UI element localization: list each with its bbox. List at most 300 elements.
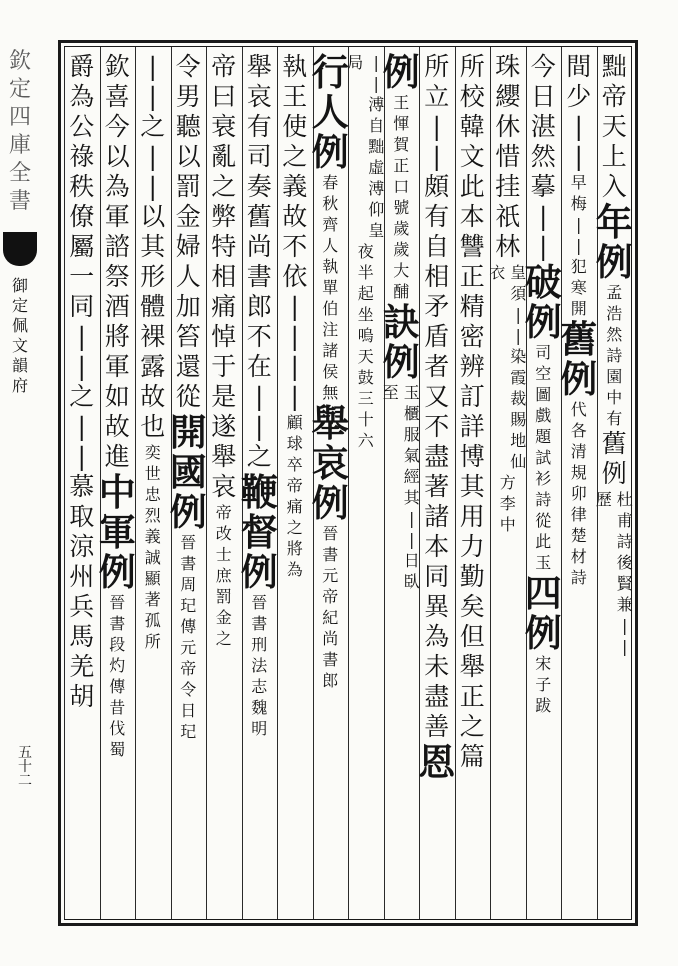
margin-char: 佩 — [11, 316, 28, 335]
glyph: 日 — [403, 551, 420, 570]
glyph: 胡 — [69, 682, 95, 711]
glyph: 祇 — [495, 202, 521, 231]
annotation — [604, 282, 624, 429]
margin-char: 十 — [18, 759, 32, 775]
glyph: | — [515, 305, 521, 324]
glyph: 材 — [570, 547, 587, 566]
glyph: 為 — [69, 82, 95, 111]
glyph: 休 — [495, 112, 521, 141]
glyph: 孟 — [606, 283, 623, 302]
glyph: 文 — [459, 142, 485, 171]
glyph: 令 — [180, 680, 197, 699]
glyph: 中 — [98, 470, 136, 514]
glyph: 誠 — [144, 548, 161, 567]
glyph: 例 — [311, 481, 349, 525]
glyph: 四 — [524, 571, 562, 615]
glyph: 也 — [140, 412, 166, 441]
glyph: 盡 — [424, 442, 450, 471]
glyph: | — [373, 74, 379, 93]
text-segment — [67, 472, 97, 712]
glyph: 夜 — [357, 242, 374, 261]
glyph: 跋 — [535, 696, 552, 715]
glyph: 但 — [459, 622, 485, 651]
glyph: 世 — [144, 464, 161, 483]
glyph: 半 — [357, 263, 374, 282]
glyph: 例 — [560, 357, 598, 401]
glyph: 刑 — [251, 635, 268, 654]
glyph: 杜 — [616, 490, 633, 509]
glyph: 各 — [570, 421, 587, 440]
glyph: 例 — [524, 300, 562, 344]
glyph: 金 — [215, 608, 232, 627]
glyph: 魏 — [251, 698, 268, 717]
glyph: 珠 — [495, 52, 521, 81]
glyph: 今 — [530, 52, 556, 81]
glyph: 書 — [246, 262, 272, 291]
glyph: 然 — [530, 142, 556, 171]
glyph: 十 — [357, 410, 374, 429]
glyph: 單 — [322, 278, 339, 297]
glyph: 罰 — [215, 587, 232, 606]
glyph: 仰 — [368, 200, 385, 219]
glyph: 傳 — [109, 677, 126, 696]
glyph: 郎 — [246, 292, 272, 321]
glyph: 自 — [424, 232, 450, 261]
glyph: 義 — [144, 527, 161, 546]
text-segment — [457, 52, 487, 772]
glyph: 歲 — [393, 240, 410, 259]
glyph: 精 — [459, 292, 485, 321]
glyph: 涼 — [69, 532, 95, 561]
margin-char: 文 — [11, 336, 28, 355]
glyph: 傳 — [180, 617, 197, 636]
glyph: 執 — [322, 257, 339, 276]
annotation — [391, 92, 411, 302]
text-segment — [599, 429, 629, 489]
glyph: 鞭 — [240, 470, 278, 514]
glyph: 李 — [499, 494, 516, 513]
annotation — [320, 172, 340, 403]
text-segment — [209, 52, 239, 502]
glyph: 溥 — [368, 95, 385, 114]
glyph: 執 — [282, 52, 308, 81]
glyph: 于 — [211, 352, 237, 381]
glyph: 喜 — [104, 82, 130, 111]
glyph: 須 — [510, 284, 527, 303]
glyph: 在 — [246, 352, 272, 381]
glyph: 上 — [601, 142, 627, 171]
glyph: 球 — [286, 434, 303, 453]
margin-book-title — [12, 276, 28, 396]
glyph: 臥 — [403, 572, 420, 591]
glyph: 如 — [104, 382, 130, 411]
glyph: 為 — [424, 622, 450, 651]
glyph: | — [148, 52, 157, 81]
glyph: 少 — [566, 82, 592, 111]
glyph: | — [539, 202, 548, 231]
glyph: 依 — [282, 262, 308, 291]
glyph: 黜 — [368, 137, 385, 156]
glyph: 帝 — [180, 659, 197, 678]
glyph: 還 — [175, 352, 201, 381]
glyph: 明 — [251, 719, 268, 738]
glyph: 段 — [109, 635, 126, 654]
glyph: 之 — [286, 518, 303, 537]
glyph: 馬 — [69, 622, 95, 651]
glyph: 訂 — [459, 382, 485, 411]
annotation — [569, 172, 589, 256]
glyph: 士 — [215, 545, 232, 564]
glyph: | — [290, 382, 299, 411]
text-segment — [564, 52, 594, 172]
glyph: 歷 — [595, 490, 612, 509]
glyph: 林 — [495, 232, 521, 261]
glyph: 國 — [169, 450, 207, 494]
glyph: 諸 — [424, 502, 450, 531]
glyph: 起 — [357, 284, 374, 303]
glyph: 盾 — [424, 322, 450, 351]
glyph: 酒 — [104, 292, 130, 321]
glyph: 以 — [104, 142, 130, 171]
glyph: 六 — [357, 431, 374, 450]
glyph: 一 — [69, 262, 95, 291]
glyph: 玉 — [403, 383, 420, 402]
glyph: 兼 — [616, 595, 633, 614]
glyph: 例 — [240, 550, 278, 594]
glyph: 經 — [403, 467, 420, 486]
glyph: 例 — [601, 459, 627, 488]
glyph: 讐 — [459, 232, 485, 261]
glyph: 悼 — [211, 322, 237, 351]
glyph: 題 — [535, 427, 552, 446]
glyph: 元 — [180, 638, 197, 657]
glyph: 舉 — [311, 401, 349, 445]
glyph: 改 — [215, 524, 232, 543]
glyph: 人 — [175, 262, 201, 291]
glyph: 進 — [104, 442, 130, 471]
glyph: 梅 — [570, 194, 587, 213]
glyph: 本 — [424, 532, 450, 561]
glyph: 春 — [322, 173, 339, 192]
glyph: 局 — [347, 53, 364, 72]
glyph: 不 — [246, 322, 272, 351]
glyph: 舊 — [601, 429, 627, 458]
glyph: 無 — [322, 383, 339, 402]
glyph: | — [77, 352, 86, 381]
glyph: 例 — [595, 240, 633, 284]
glyph: 志 — [251, 677, 268, 696]
annotation — [533, 653, 553, 716]
margin-fish-tail — [3, 232, 37, 266]
glyph: 篇 — [459, 742, 485, 771]
glyph: | — [77, 442, 86, 471]
glyph: 有 — [246, 112, 272, 141]
glyph: 衰 — [211, 112, 237, 141]
glyph: 哀 — [211, 472, 237, 501]
glyph: 帝 — [215, 503, 232, 522]
glyph: 僚 — [69, 202, 95, 231]
glyph: 今 — [104, 112, 130, 141]
glyph: 裸 — [140, 322, 166, 351]
glyph: 金 — [175, 202, 201, 231]
glyph: 晉 — [322, 524, 339, 543]
glyph: 律 — [570, 505, 587, 524]
glyph: 戲 — [535, 406, 552, 425]
glyph: 軍 — [104, 202, 130, 231]
glyph: 侯 — [322, 362, 339, 381]
glyph: 本 — [459, 202, 485, 231]
glyph: 相 — [424, 262, 450, 291]
glyph: 蜀 — [109, 740, 126, 759]
text-segment — [599, 52, 629, 202]
glyph: 仙 — [510, 452, 527, 471]
glyph: 未 — [424, 652, 450, 681]
glyph: 同 — [424, 562, 450, 591]
text-segment — [493, 52, 523, 262]
glyph: 自 — [368, 116, 385, 135]
glyph: 校 — [459, 82, 485, 111]
glyph: 書 — [322, 650, 339, 669]
glyph: 哀 — [246, 82, 272, 111]
glyph: 使 — [282, 112, 308, 141]
glyph: 男 — [175, 82, 201, 111]
glyph: 同 — [69, 292, 95, 321]
glyph: 聽 — [175, 112, 201, 141]
glyph: | — [409, 509, 415, 528]
glyph: 玘 — [180, 722, 197, 741]
annotation — [285, 412, 305, 580]
glyph: 至 — [382, 383, 399, 402]
glyph: 舉 — [246, 52, 272, 81]
glyph: 著 — [144, 590, 161, 609]
glyph: 祭 — [104, 262, 130, 291]
glyph: 之 — [211, 172, 237, 201]
glyph: 之 — [215, 629, 232, 648]
glyph: 秩 — [69, 172, 95, 201]
glyph: 號 — [393, 198, 410, 217]
margin-char: 全 — [8, 161, 31, 186]
text-segment — [280, 52, 310, 352]
glyph: 盡 — [424, 682, 450, 711]
margin-char: 書 — [8, 189, 31, 214]
glyph: 三 — [357, 389, 374, 408]
glyph: | — [255, 412, 264, 441]
glyph: 昔 — [109, 698, 126, 717]
text-segment — [138, 52, 168, 442]
glyph: 寒 — [570, 278, 587, 297]
glyph: 顧 — [286, 413, 303, 432]
glyph: 伐 — [109, 719, 126, 738]
glyph: 辨 — [459, 352, 485, 381]
glyph: 挂 — [495, 172, 521, 201]
glyph: | — [515, 326, 521, 345]
glyph: 勤 — [459, 562, 485, 591]
glyph: | — [255, 382, 264, 411]
glyph: 鼓 — [357, 368, 374, 387]
glyph: 帝 — [211, 52, 237, 81]
glyph: 用 — [459, 502, 485, 531]
glyph: | — [373, 53, 379, 72]
glyph: 舉 — [211, 442, 237, 471]
annotation — [214, 502, 234, 649]
glyph: | — [290, 292, 299, 321]
glyph: 督 — [240, 510, 278, 554]
glyph: 天 — [357, 347, 374, 366]
glyph: 者 — [424, 352, 450, 381]
glyph: 之 — [140, 112, 166, 141]
glyph: 例 — [382, 340, 420, 384]
glyph: 賀 — [393, 135, 410, 154]
glyph: | — [622, 616, 628, 635]
glyph: 故 — [104, 412, 130, 441]
page-number — [18, 746, 32, 788]
margin-char: 府 — [11, 376, 28, 395]
text-segment — [422, 52, 452, 742]
glyph: 書 — [180, 554, 197, 573]
glyph: 以 — [175, 142, 201, 171]
glyph: 痛 — [211, 292, 237, 321]
glyph: 惜 — [495, 142, 521, 171]
glyph: 故 — [282, 202, 308, 231]
glyph: 州 — [69, 562, 95, 591]
glyph: 元 — [322, 566, 339, 585]
glyph: 矣 — [459, 592, 485, 621]
glyph: 人 — [311, 90, 349, 134]
glyph: 其 — [140, 232, 166, 261]
glyph: 紀 — [322, 608, 339, 627]
glyph: 開 — [169, 410, 207, 454]
annotation — [107, 592, 127, 760]
glyph: 酺 — [393, 282, 410, 301]
glyph: 例 — [311, 130, 349, 174]
glyph: 摹 — [530, 172, 556, 201]
glyph: 詩 — [535, 490, 552, 509]
margin-char: 二 — [18, 773, 32, 789]
glyph: | — [290, 322, 299, 351]
glyph: 此 — [459, 172, 485, 201]
glyph: 周 — [180, 575, 197, 594]
glyph: 例 — [98, 550, 136, 594]
glyph: 司 — [246, 142, 272, 171]
glyph: 中 — [606, 388, 623, 407]
glyph: 帝 — [601, 82, 627, 111]
glyph: 之 — [69, 382, 95, 411]
glyph: 服 — [403, 425, 420, 444]
glyph: 此 — [535, 532, 552, 551]
glyph: 中 — [499, 515, 516, 534]
glyph: 為 — [286, 560, 303, 579]
text-segment — [173, 52, 203, 412]
glyph: 坐 — [357, 305, 374, 324]
margin-char: 定 — [8, 77, 31, 102]
glyph: 試 — [535, 448, 552, 467]
glyph: 行 — [311, 52, 349, 94]
glyph: 正 — [459, 682, 485, 711]
margin-char: 四 — [8, 105, 31, 130]
glyph: 痛 — [286, 497, 303, 516]
glyph: 清 — [570, 442, 587, 461]
glyph: 軍 — [98, 510, 136, 554]
glyph: 詩 — [606, 346, 623, 365]
glyph: 恩 — [418, 740, 456, 784]
glyph: 方 — [499, 473, 516, 492]
margin-title — [9, 48, 31, 216]
glyph: 故 — [140, 382, 166, 411]
glyph: 其 — [459, 472, 485, 501]
glyph: 惲 — [393, 114, 410, 133]
glyph: 正 — [459, 262, 485, 291]
glyph: 相 — [211, 262, 237, 291]
text-segment — [102, 52, 132, 472]
glyph: 所 — [459, 52, 485, 81]
glyph: 奏 — [246, 172, 272, 201]
glyph: 注 — [322, 320, 339, 339]
glyph: | — [409, 530, 415, 549]
left-margin — [0, 40, 40, 926]
margin-char: 御 — [11, 276, 28, 295]
glyph: 罰 — [175, 172, 201, 201]
annotation — [356, 241, 376, 451]
glyph: 甫 — [616, 511, 633, 530]
glyph: 頗 — [424, 172, 450, 201]
glyph: 詩 — [616, 532, 633, 551]
glyph: 特 — [211, 232, 237, 261]
glyph: 爵 — [69, 52, 95, 81]
glyph: 楚 — [570, 526, 587, 545]
glyph: 皇 — [510, 263, 527, 282]
text-column — [59, 52, 105, 916]
glyph: 書 — [322, 545, 339, 564]
glyph: 庶 — [215, 566, 232, 585]
glyph: 曰 — [211, 82, 237, 111]
glyph: 帝 — [286, 476, 303, 495]
glyph: 黜 — [601, 52, 627, 81]
glyph: 異 — [424, 592, 450, 621]
glyph: 浩 — [606, 304, 623, 323]
glyph: 秋 — [322, 194, 339, 213]
glyph: 衫 — [535, 469, 552, 488]
glyph: | — [148, 142, 157, 171]
glyph: 破 — [524, 260, 562, 304]
glyph: | — [576, 215, 582, 234]
glyph: 又 — [424, 382, 450, 411]
glyph: 灼 — [109, 656, 126, 675]
glyph: 溥 — [368, 179, 385, 198]
glyph: 櫃 — [403, 404, 420, 423]
glyph: 不 — [424, 412, 450, 441]
glyph: 義 — [282, 172, 308, 201]
glyph: 日 — [530, 82, 556, 111]
glyph: 入 — [601, 172, 627, 201]
glyph: 露 — [140, 352, 166, 381]
glyph: 令 — [175, 52, 201, 81]
glyph: 正 — [393, 156, 410, 175]
margin-char: 韻 — [11, 356, 28, 375]
glyph: 然 — [606, 325, 623, 344]
glyph: 將 — [104, 322, 130, 351]
glyph: 裁 — [510, 389, 527, 408]
glyph: 王 — [393, 93, 410, 112]
glyph: 賜 — [510, 410, 527, 429]
glyph: 有 — [606, 409, 623, 428]
glyph: 立 — [424, 82, 450, 111]
glyph: 哀 — [311, 441, 349, 485]
text-segment — [280, 352, 310, 412]
glyph: | — [77, 322, 86, 351]
glyph: | — [574, 142, 583, 171]
glyph: 例 — [524, 611, 562, 655]
glyph: 日 — [180, 701, 197, 720]
